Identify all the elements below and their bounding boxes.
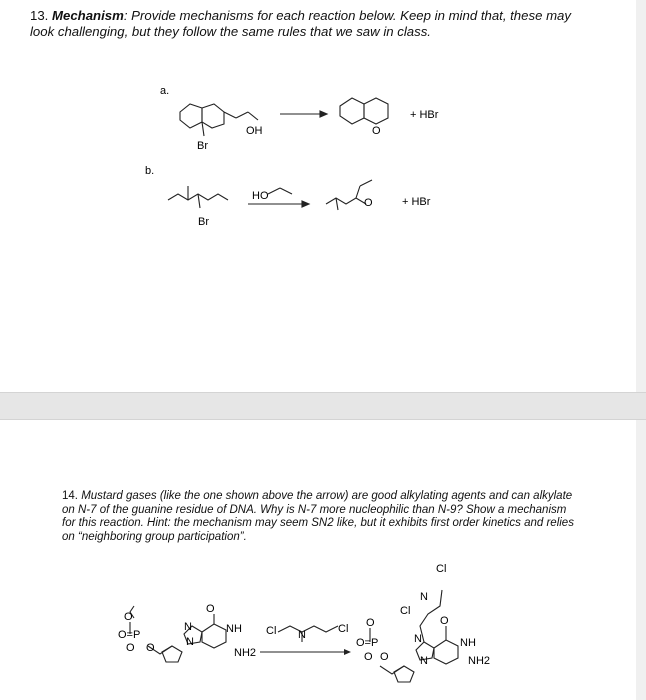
phosphate-o-top: O [124,611,133,623]
carbonyl-o-1: O [206,603,215,615]
question-13-number: 13. [30,8,49,23]
n7-plus-label: N [414,633,422,645]
phosphate-p-2: O=P [356,637,379,649]
mustard-n-label: N [298,629,306,641]
plus-hbr-a: + HBr [410,109,439,121]
phosphate-p: O=P [118,629,141,641]
ester-o-4: O [380,651,389,663]
question-14-number: 14. [62,490,78,502]
part-b-label: b. [145,165,155,177]
n7-label-1: N [184,621,192,633]
nh2-label-2: NH2 [468,655,491,667]
n9-label-2: N [420,655,428,667]
chloride-ion-label: Cl [400,605,411,617]
alkylated-guanine-product [356,563,490,682]
question-13-title: Mechanism [52,8,124,23]
nh-label-2: NH [460,637,476,649]
question-14-text: Mustard gases (like the one shown above the arrow) are good alkylating agents and can alkylate on N-7 of the guanine residue of DNA. Why is N-7 more nucleophilic than N-9? Show a mechanism for this reaction. Hint: the mechanism may seem SN2 like, but it exhibits first order kinetics and relies on “neighboring group participation”. [62,490,574,543]
right-scroll-edge [636,0,646,700]
cl-label-1: Cl [266,625,277,637]
oh-label: OH [246,125,263,137]
ho-label: HO [252,190,269,202]
ester-o-3: O [364,651,373,663]
mustard-gas-reagent [260,623,351,655]
question-14-page [0,420,636,700]
o-label-b: O [364,197,373,209]
guanine-alkylation-scheme [0,420,636,700]
carbonyl-o-2: O [440,615,449,627]
reaction-arrow-a [280,111,327,117]
question-13-text: : Provide mechanisms for each reaction below. Keep in mind that, these may look challenging, but they follow the same rules that we saw in class. [30,8,571,39]
br-label-b: Br [198,216,209,228]
guanine-nucleotide-reactant [118,603,256,662]
n9-label-1: N [186,636,194,648]
ester-o-2: O [146,642,155,654]
cl-label-3: Cl [436,563,447,575]
cl-label-2: Cl [338,623,349,635]
nh-label-1: NH [226,623,242,635]
product-n-label: N [420,591,428,603]
br-label-a: Br [197,140,208,152]
part-a-label: a. [160,85,170,97]
o-label-a: O [372,125,381,137]
phosphate-o-top-2: O [366,617,375,629]
spiro-ether-product [340,98,388,124]
ester-o-1: O [126,642,135,654]
alkyl-bromide-b [168,186,228,208]
plus-hbr-b: + HBr [402,196,431,208]
page-separator [0,392,646,420]
nh2-label-1: NH2 [234,647,257,659]
